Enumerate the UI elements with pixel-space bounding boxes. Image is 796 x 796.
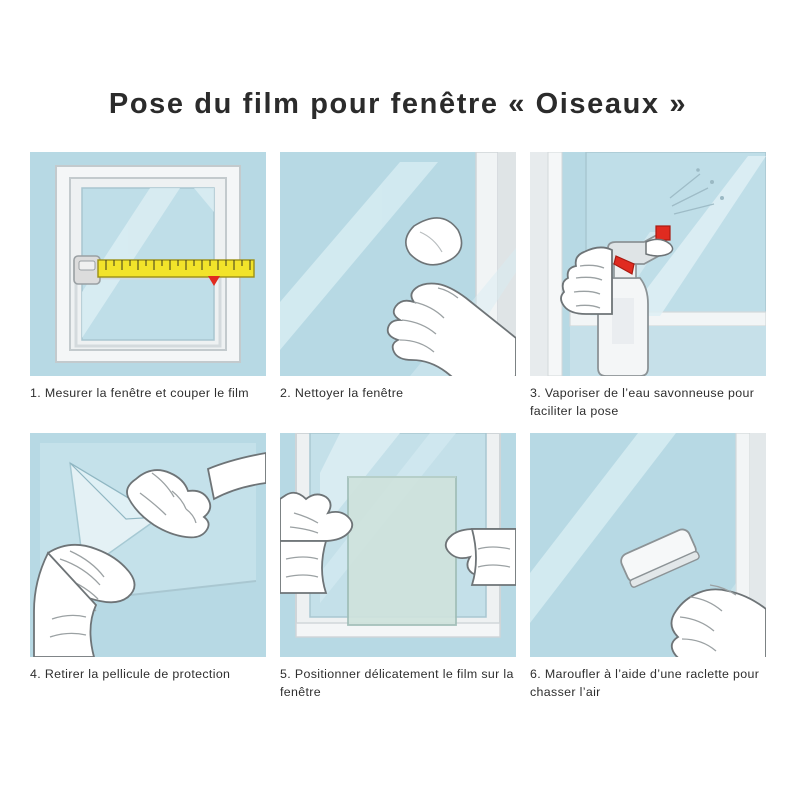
step-illustration-4 <box>30 433 266 657</box>
step-caption-4 <box>30 666 266 684</box>
spray-bottle-hand-icon <box>530 152 766 376</box>
step-caption-2 <box>280 385 516 403</box>
step-illustration-3 <box>530 152 766 376</box>
step-card-3 <box>530 152 766 421</box>
step-text-1: Mesurer la fenêtre et couper le film <box>44 386 249 400</box>
step-number-4: 4. <box>30 666 42 681</box>
step-caption-5 <box>280 666 516 702</box>
steps-grid <box>30 152 766 702</box>
step-illustration-5 <box>280 433 516 657</box>
step-card-2 <box>280 152 516 421</box>
step-illustration-1 <box>30 152 266 376</box>
step-card-5 <box>280 433 516 702</box>
tape-measure-window-icon <box>30 152 266 376</box>
step-illustration-2 <box>280 152 516 376</box>
hand-squeegee-icon <box>530 433 766 657</box>
step-number-2: 2. <box>280 386 292 400</box>
step-text-4: Retirer la pellicule de protection <box>44 666 231 681</box>
step-number-5: 5. <box>280 666 292 681</box>
step-text-2: Nettoyer la fenêtre <box>294 386 404 400</box>
hands-peel-film-icon <box>30 433 266 657</box>
step-card-6 <box>530 433 766 702</box>
step-card-1 <box>30 152 266 421</box>
step-text-6: Maroufler à l’aide d’une raclette pour chasser l’air <box>530 666 760 699</box>
step-caption-3 <box>530 385 766 421</box>
step-illustration-6 <box>530 433 766 657</box>
hands-place-film-window-icon <box>280 433 516 657</box>
step-number-3: 3. <box>530 386 542 400</box>
step-text-3: Vaporiser de l’eau savonneuse pour faciliter la pose <box>530 386 755 418</box>
step-caption-6 <box>530 666 766 702</box>
step-number-6: 6. <box>530 666 542 681</box>
step-number-1: 1. <box>30 386 42 400</box>
step-caption-1 <box>30 385 266 403</box>
step-text-5: Positionner délicatement le film sur la fenêtre <box>280 666 514 699</box>
hand-cloth-window-icon <box>280 152 516 376</box>
page-title: Pose du film pour fenêtre « Oiseaux » <box>108 88 688 120</box>
step-card-4 <box>30 433 266 702</box>
